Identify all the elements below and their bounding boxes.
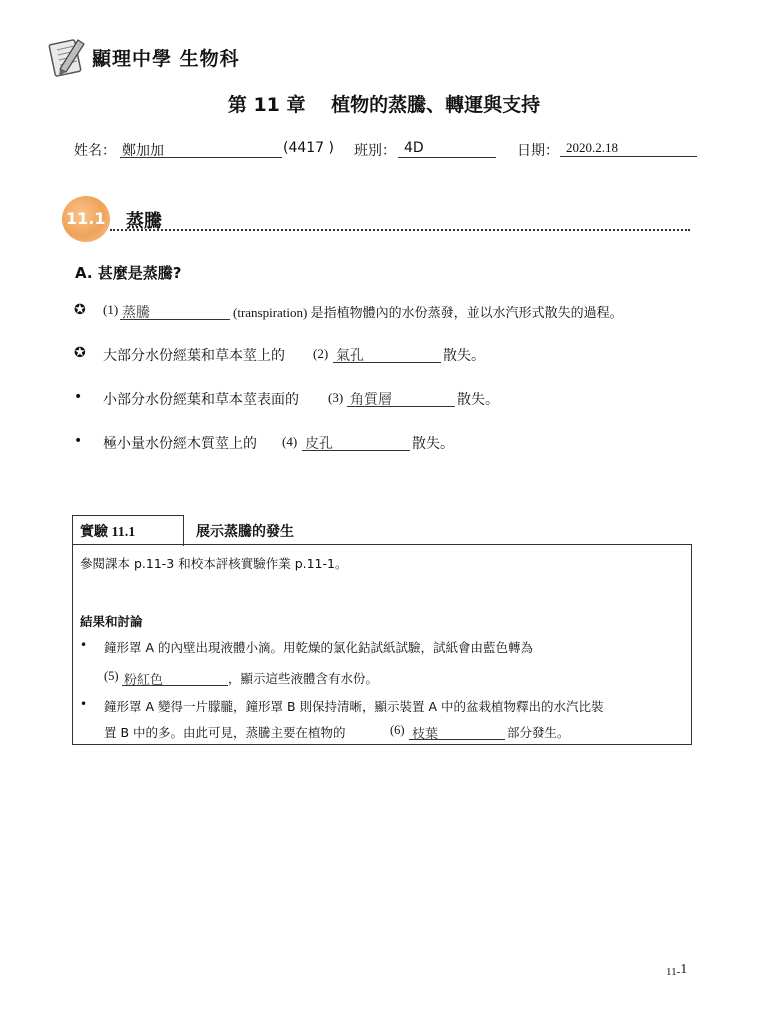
cuticle-sentence: 小部分水份經葉和草本莖表面的 <box>103 392 299 408</box>
item-3-number: (3) <box>328 390 344 405</box>
class-underline <box>398 157 496 158</box>
item-4-tail: 散失。 <box>412 436 454 452</box>
section-number: 11.1 <box>66 209 106 228</box>
result-1-tail: ，顯示這些液體含有水份。 <box>228 671 379 686</box>
answer-1: 蒸騰 <box>122 306 150 321</box>
name-value: 鄭加加 <box>122 143 164 159</box>
experiment-title: 展示蒸騰的發生 <box>196 524 294 540</box>
answer-6-underline <box>409 739 505 740</box>
answer-6: 枝葉 <box>412 726 439 741</box>
section-divider <box>110 229 690 231</box>
date-label: 日期： <box>517 143 559 159</box>
page-number: 11-1 <box>666 962 688 978</box>
item-2-number: (2) <box>313 346 329 361</box>
answer-4-underline <box>302 450 410 451</box>
class-value: 4D <box>404 140 424 156</box>
dot-bullet-icon: • <box>74 389 83 405</box>
student-number: (4417 ) <box>283 140 335 156</box>
dot-bullet-icon: • <box>80 697 88 711</box>
result-2-number: (6) <box>390 723 405 737</box>
transpiration-definition: (1) <box>103 302 119 317</box>
section-title: 蒸騰 <box>126 211 162 232</box>
answer-1-underline <box>120 319 230 320</box>
item-4-number: (4) <box>282 434 298 449</box>
name-underline <box>120 157 282 158</box>
results-heading: 結果和討論 <box>80 614 143 629</box>
item-2-tail: 散失。 <box>443 348 485 364</box>
answer-3: 角質層 <box>350 393 392 408</box>
result-1-line1: 鐘形罩 A 的內壁出現液體小滴。用乾燥的氯化鈷試紙試驗，試紙會由藍色轉為 <box>104 640 533 655</box>
date-value: 2020.2.18 <box>566 140 618 155</box>
notebook-pencil-icon <box>48 36 88 78</box>
answer-4: 皮孔 <box>305 437 333 452</box>
star-bullet-icon: ✪ <box>74 302 86 318</box>
answer-5: 粉紅色 <box>124 672 164 687</box>
lenticel-sentence: 極小量水份經木質莖上的 <box>103 436 257 452</box>
result-2-line1: 鐘形罩 A 變得一片朦朧，鐘形罩 B 則保持清晰，顯示裝置 A 中的盆栽植物釋出的水汽比裝 <box>104 699 604 714</box>
date-underline <box>560 156 697 157</box>
dot-bullet-icon: • <box>74 433 83 449</box>
part-a-heading: A. 甚麼是蒸騰? <box>75 264 182 282</box>
school-subject-title: 顯理中學 生物科 <box>92 48 240 70</box>
definition-text: (transpiration) 是指植物體內的水份蒸發，並以水汽形式散失的過程。 <box>233 305 623 320</box>
stomata-sentence: 大部分水份經葉和草本莖上的 <box>103 348 285 364</box>
dot-bullet-icon: • <box>80 638 88 652</box>
result-2-tail: 部分發生。 <box>507 725 570 740</box>
answer-3-underline <box>347 406 455 407</box>
answer-2: 氣孔 <box>336 349 364 364</box>
result-1-number: (5) <box>104 669 119 683</box>
result-2-line2: 置 B 中的多。由此可見，蒸騰主要在植物的 <box>104 725 346 740</box>
experiment-reference: 參閱課本 p.11-3 和校本評核實驗作業 p.11-1。 <box>80 556 348 571</box>
item-3-tail: 散失。 <box>457 392 499 408</box>
answer-2-underline <box>333 362 441 363</box>
name-label: 姓名： <box>74 143 116 159</box>
experiment-label: 實驗 11.1 <box>80 525 136 540</box>
star-bullet-icon: ✪ <box>74 345 86 361</box>
class-label: 班別： <box>354 143 396 159</box>
answer-5-underline <box>122 685 228 686</box>
chapter-title: 第 11 章 植物的蒸騰、轉運與支持 <box>227 94 541 116</box>
